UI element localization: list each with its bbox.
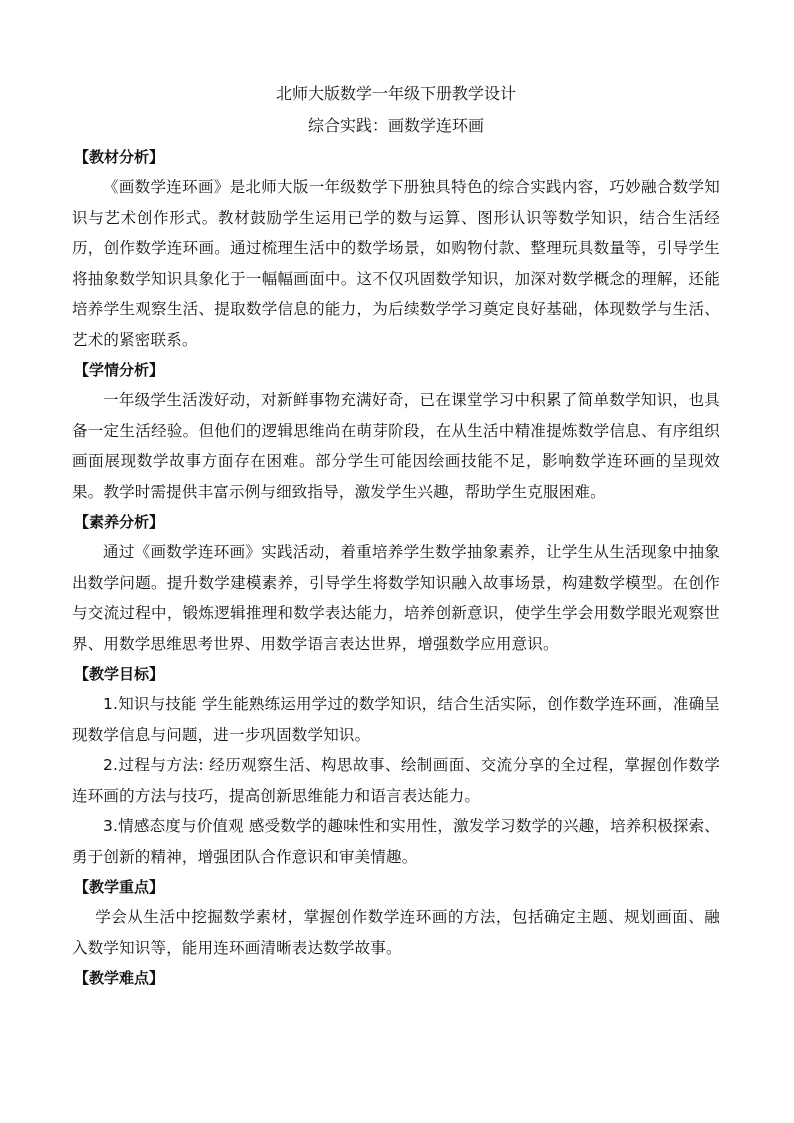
section-paragraph: 一年级学生活泼好动，对新鲜事物充满好奇，已在课堂学习中积累了简单数学知识，也具备一定生活经验。但他们的逻辑思维尚在萌芽阶段，在从生活中精准提炼数学信息、有序组织画面展现数学故事方面存在困难。部分学生可能因绘画技能不足，影响数学连环画的呈现效果。教学时需提供丰富示例与细致指导，激发学生兴趣，帮助学生克服困难。: [72, 391, 720, 501]
section-heading: 【学情分析】: [74, 361, 165, 379]
section-heading: 【教材分析】: [74, 148, 165, 166]
section-paragraph: 通过《画数学连环画》实践活动，着重培养学生数学抽象素养，让学生从生活现象中抽象出数学问题。提升数学建模素养，引导学生将数学知识融入故事场景，构建数学模型。在创作与交流过程中，锻炼逻辑推理和数学表达能力，培养创新意识，使学生学会用数学眼光观察世界、用数学思维思考世界、用数学语言表达世界，增强数学应用意识。: [72, 543, 720, 653]
section-teaching-objectives: [72, 659, 720, 872]
objective-item: 3.情感态度与价值观 感受数学的趣味性和实用性，激发学习数学的兴趣，培养积极探索、勇于创新的精神，增强团队合作意识和审美情趣。: [72, 817, 720, 866]
section-heading: 【教学目标】: [74, 665, 165, 683]
section-heading: 【素养分析】: [74, 513, 165, 531]
section-paragraph: 《画数学连环画》是北师大版一年级数学下册独具特色的综合实践内容，巧妙融合数学知识与艺术创作形式。教材鼓励学生运用已学的数与运算、图形认识等数学知识，结合生活经历，创作数学连环画。通过梳理生活中的数学场景，如购物付款、整理玩具数量等，引导学生将抽象数学知识具象化于一幅幅画面中。这不仅巩固数学知识，加深对数学概念的理解，还能培养学生观察生活、提取数学信息的能力，为后续数学学习奠定良好基础，体现数学与生活、艺术的紧密联系。: [72, 178, 720, 349]
objective-item: 2.过程与方法: 经历观察生活、构思故事、绘制画面、交流分享的全过程，掌握创作数学连环画的方法与技巧，提高创新思维能力和语言表达能力。: [72, 756, 720, 805]
section-student-analysis: [72, 355, 720, 507]
section-literacy-analysis: [72, 507, 720, 659]
document-subtitle: 综合实践：画数学连环画: [307, 116, 484, 135]
section-teaching-focus: [72, 872, 720, 963]
document-title: 北师大版数学一年级下册教学设计: [275, 84, 516, 103]
objective-item: 1.知识与技能 学生能熟练运用学过的数学知识，结合生活实际，创作数学连环画，准确呈现数学信息与问题，进一步巩固数学知识。: [72, 695, 720, 744]
section-heading: 【教学重点】: [74, 878, 165, 896]
section-teaching-difficulty: [72, 963, 720, 993]
section-textbook-analysis: [72, 142, 720, 355]
section-paragraph: 学会从生活中挖掘数学素材，掌握创作数学连环画的方法，包括确定主题、规划画面、融入数学知识等，能用连环画清晰表达数学故事。: [72, 908, 720, 957]
section-heading: 【教学难点】: [74, 969, 165, 987]
